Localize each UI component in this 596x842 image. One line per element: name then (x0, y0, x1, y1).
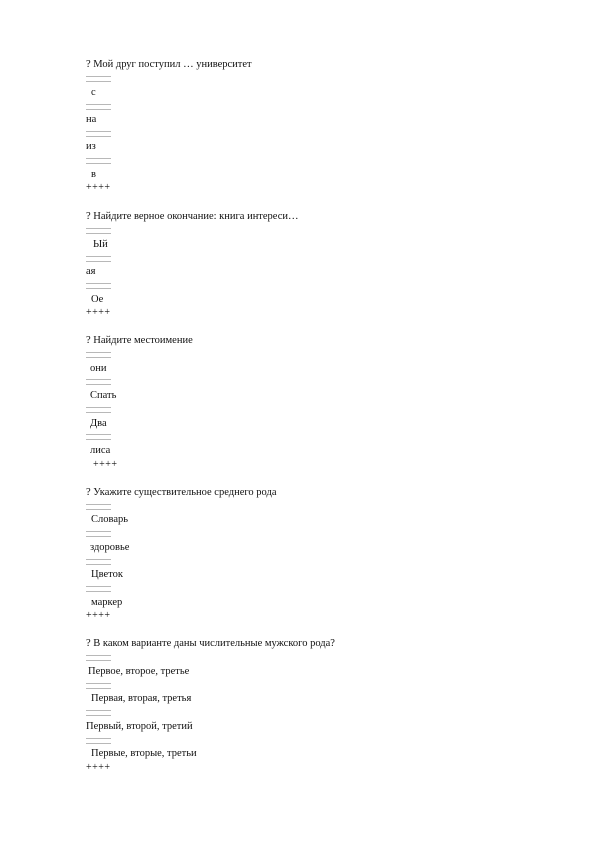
question-5-text: ? В каком варианте даны числительные мужского рода? (86, 638, 335, 649)
option-separator (86, 655, 111, 661)
option-separator (86, 434, 111, 440)
question-4-option-4: маркер (91, 597, 123, 608)
question-3-option-3: Два (90, 418, 107, 429)
option-separator (86, 683, 111, 689)
question-2-option-3: Ое (91, 294, 104, 305)
question-3-option-1: они (90, 363, 107, 374)
question-4-text: ? Укажите существительное среднего рода (86, 487, 277, 498)
question-1-option-4: в (91, 169, 96, 180)
question-5-option-3: Первый, второй, третий (86, 721, 193, 732)
option-separator (86, 228, 111, 234)
question-3-option-4: лиса (90, 445, 111, 456)
question-4-option-3: Цветок (91, 569, 123, 580)
question-3-option-2: Спать (90, 390, 117, 401)
question-1-option-1: с (91, 87, 96, 98)
option-separator (86, 352, 111, 358)
question-2-text: ? Найдите верное окончание: книга интереси… (86, 211, 299, 222)
question-1-option-3: из (86, 141, 96, 152)
question-5-option-2: Первая, вторая, третья (91, 693, 192, 704)
option-separator (86, 256, 111, 262)
question-5-option-4: Первые, вторые, третьи (91, 748, 197, 759)
question-2-option-1: Ый (93, 239, 108, 250)
question-3-text: ? Найдите местоимение (86, 335, 193, 346)
option-separator (86, 104, 111, 110)
question-1-option-2: на (86, 114, 97, 125)
question-1-end-marker: ++++ (86, 182, 111, 193)
option-separator (86, 407, 111, 413)
option-separator (86, 76, 111, 82)
question-4-end-marker: ++++ (86, 610, 111, 621)
question-5-end-marker: ++++ (86, 762, 111, 773)
option-separator (86, 710, 111, 716)
option-separator (86, 738, 111, 744)
question-3-end-marker: ++++ (93, 459, 118, 470)
option-separator (86, 531, 111, 537)
option-separator (86, 559, 111, 565)
option-separator (86, 586, 111, 592)
question-2-end-marker: ++++ (86, 307, 111, 318)
option-separator (86, 504, 111, 510)
question-4-option-1: Словарь (91, 514, 129, 525)
question-5-option-1: Первое, второе, третье (88, 666, 190, 677)
question-4-option-2: здоровье (90, 542, 130, 553)
option-separator (86, 158, 111, 164)
option-separator (86, 283, 111, 289)
option-separator (86, 379, 111, 385)
option-separator (86, 131, 111, 137)
question-2-option-2: ая (86, 266, 96, 277)
question-1-text: ? Мой друг поступил … университет (86, 59, 252, 70)
